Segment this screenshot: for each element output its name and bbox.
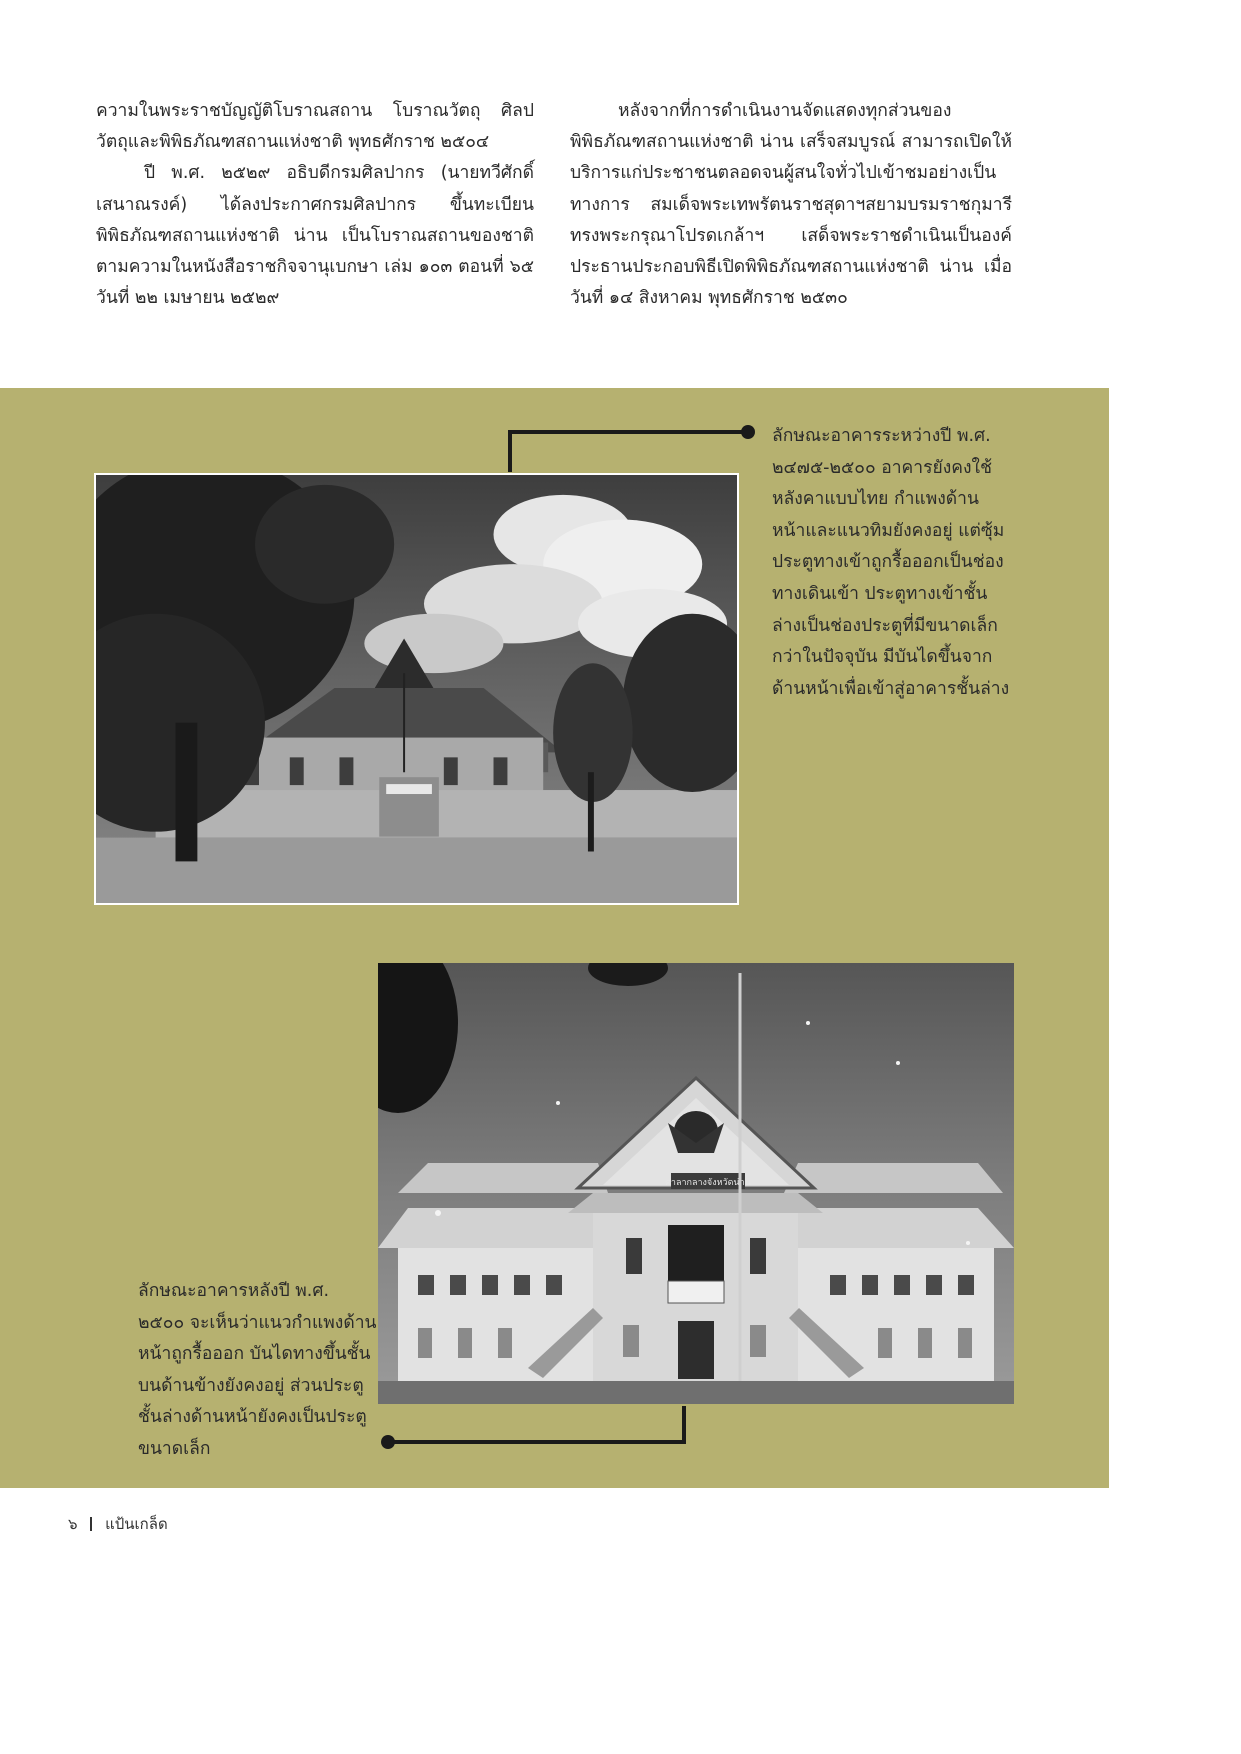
page-number: ๖ [68, 1515, 78, 1533]
article-right-column [570, 96, 1012, 314]
article-paragraph: หลังจากที่การดำเนินงานจัดแสดงทุกส่วนของพิพิธภัณฑสถานแห่งชาติ น่าน เสร็จสมบูรณ์ สามารถเปิดให้บริการแก่ประชาชนตลอดจนผู้สนใจทั่วไปเข้าชมอย่างเป็นทางการ สมเด็จพระเทพรัตนราชสุดาฯสยามบรมราชกุมารี ทรงพระกรุณาโปรดเกล้าฯ เสด็จพระราชดำเนินเป็นองค์ประธานประกอบพิธีเปิดพิพิธภัณฑสถานแห่งชาติ น่าน เมื่อวันที่ ๑๔ สิงหาคม พุทธศักราช ๒๕๓๐ [570, 101, 1012, 309]
article-left-column [96, 96, 534, 314]
article-paragraph: ปี พ.ศ. ๒๕๒๙ อธิบดีกรมศิลปากร (นายทวีศักดิ์ เสนาณรงค์) ได้ลงประกาศกรมศิลปากร ขึ้นทะเบียนพิพิธภัณฑสถานแห่งชาติ น่าน เป็นโบราณสถานของชาติ ตามความในหนังสือราชกิจจานุเบกษา เล่ม ๑๐๓ ตอนที่ ๖๕ วันที่ ๒๒ เมษายน ๒๕๒๙ [96, 163, 534, 309]
photo-caption-top: ลักษณะอาคารระหว่างปี พ.ศ. ๒๔๗๕-๒๕๐๐ อาคารยังคงใช้หลังคาแบบไทย กำแพงด้านหน้าและแนวทิมยังคงอยู่ แต่ซุ้มประตูทางเข้าถูกรื้อออกเป็นช่องทางเดินเข้า ประตูทางเข้าชั้นล่างเป็นช่องประตูที่มีขนาดเล็กกว่าในปัจจุบัน มีบันไดขึ้นจากด้านหน้าเพื่อเข้าสู่อาคารชั้นล่าง [772, 426, 1010, 699]
page-footer [68, 1512, 168, 1536]
historic-photo-provincial-hall [378, 963, 1014, 1404]
publication-name: แป้นเกล็ด [105, 1515, 168, 1533]
footer-divider [90, 1517, 92, 1531]
caption-connector-bottom [376, 1404, 692, 1452]
historic-photo-thai-roof-building [94, 473, 739, 905]
caption-connector-top [500, 420, 760, 476]
building-signboard: ศาลากลางจังหวัดน่าน [665, 1178, 751, 1188]
article-paragraph: ความในพระราชบัญญัติโบราณสถาน โบราณวัตถุ ศิลปวัตถุและพิพิธภัณฑสถานแห่งชาติ พุทธศักราช ๒๕๐๔ [96, 101, 534, 153]
photo-caption-bottom: ลักษณะอาคารหลังปี พ.ศ. ๒๕๐๐ จะเห็นว่าแนวกำแพงด้านหน้าถูกรื้อออก บันไดทางขึ้นชั้นบนด้านข้างยังคงอยู่ ส่วนประตูชั้นล่างด้านหน้ายังคงเป็นประตูขนาดเล็ก [138, 1281, 377, 1459]
